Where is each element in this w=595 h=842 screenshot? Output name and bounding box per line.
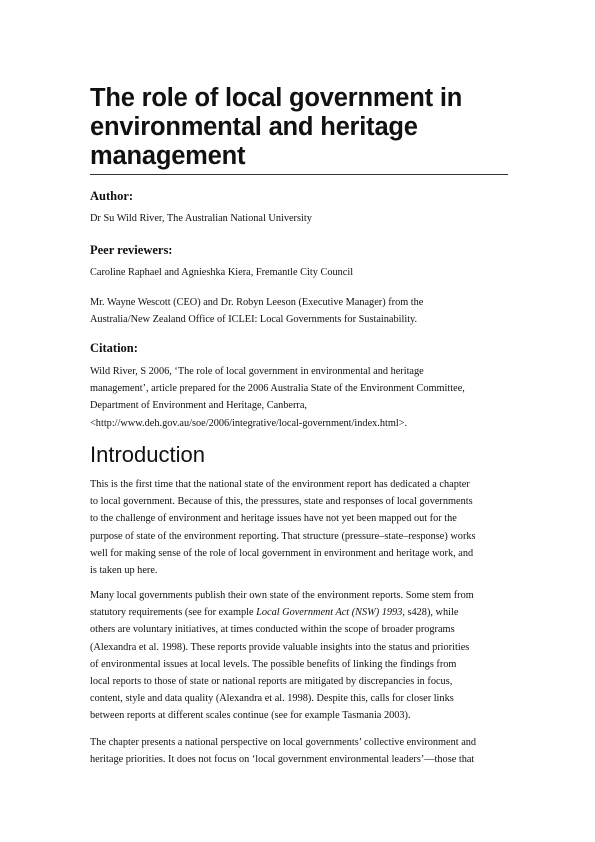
citation-text: Wild River, S 2006, ‘The role of local government in environmental and heritage management’, article prepared for the 2006 Australia State of the Environment Committee, Department of Environment and Heritage, Canberra, <http://www.deh.gov.au/soe/2006/integrative/local-government/index.html>.: [90, 366, 465, 429]
title-line: environmental and heritage: [90, 113, 418, 141]
reviewers-text-2: Mr. Wayne Wescott (CEO) and Dr. Robyn Leeson (Executive Manager) from the Australia/New Zealand Office of ICLEI: Local Governments for Sustainability.: [90, 297, 424, 326]
reviewers-text-1: Caroline Raphael and Agnieshka Kiera, Fremantle City Council: [90, 267, 354, 278]
title-divider: [90, 174, 508, 175]
title-line: management: [90, 142, 246, 170]
introduction-heading: Introduction: [90, 442, 205, 467]
document-title: [90, 84, 510, 171]
statute-citation: Local Government Act (NSW) 1993: [256, 607, 403, 619]
reviewers-heading: Peer reviewers:: [90, 243, 173, 257]
author-text: Dr Su Wild River, The Australian National University: [90, 213, 312, 224]
citation-heading: Citation:: [90, 341, 138, 355]
title-line: The role of local government in: [90, 84, 463, 112]
intro-paragraph-1: This is the first time that the national state of the environment report has dedicated a chapter to local government. Because of this, the pressures, state and responses of local governments to the challenge of environment and heritage issues have not yet been mapped out for the purpose of state of the environment reporting. That structure (pressure–state–response) works well for making sense of the role of local government in environment and heritage work, and is taken up here.: [90, 479, 476, 577]
author-heading: Author:: [90, 189, 134, 203]
intro-paragraph-3: The chapter presents a national perspective on local governments’ collective environment and heritage priorities. It does not focus on ‘local government environmental leaders’—those that: [90, 737, 477, 766]
intro-paragraph-2: Many local governments publish their own state of the environment reports. Some stem from statutory requirements (see for example Local Government Act (NSW) 1993, s428), while others are voluntary initiatives, at times conducted within the scope of broader programs (Alexandra et al. 1998). These reports provide valuable insights into the status and priorities of environmental issues at local levels. The possible benefits of linking the findings from local reports to those of state or national reports are mitigated by discrepancies in focus, content, style and data quality (Alexandra et al. 1998). Despite this, calls for closer links between reports at different scales continue (see for example Tasmania 2003).: [90, 590, 474, 722]
